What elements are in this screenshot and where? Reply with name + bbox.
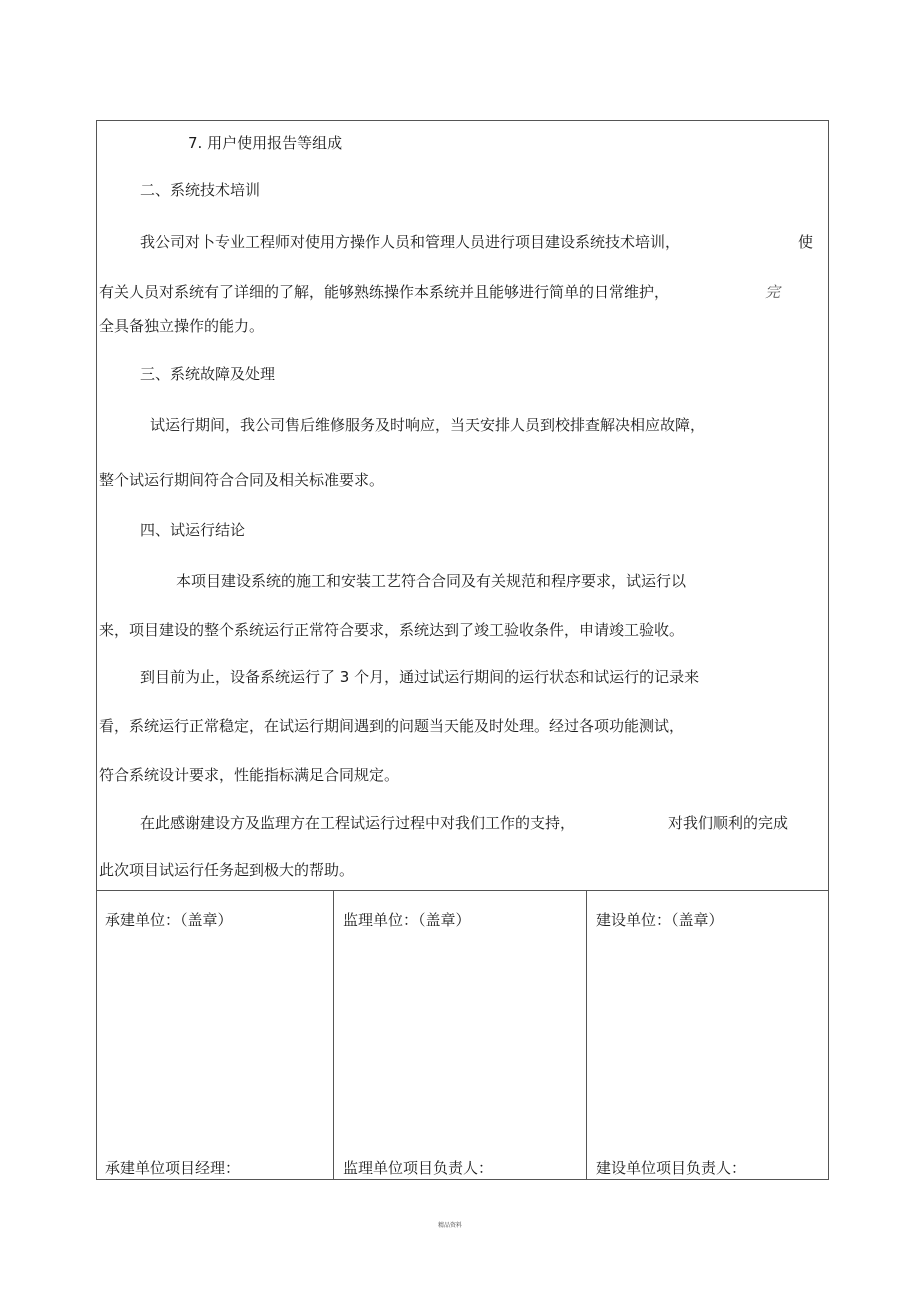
- supervisor-unit-seal-label: 监理单位：（盖章）: [343, 911, 471, 929]
- owner-project-lead-label: 建设单位项目负责人：: [596, 1159, 747, 1177]
- section-3-heading: 三、系统故障及处理: [140, 365, 276, 383]
- section-4-paragraph-2-line-1: 到目前为止，设备系统运行了 3 个月，通过试运行期间的运行状态和试运行的记录来: [140, 668, 700, 686]
- signature-column-divider-2: [586, 890, 587, 1180]
- section-2-heading: 二、系统技术培训: [140, 181, 261, 199]
- contractor-project-manager-label: 承建单位项目经理：: [105, 1159, 241, 1177]
- section-4-paragraph-3-line-1-tail: 对我们顺利的完成: [668, 814, 789, 832]
- section-2-paragraph-line-1-tail: 使: [798, 233, 814, 251]
- signature-row-divider: [96, 890, 829, 891]
- section-3-paragraph-line-1: 试运行期间，我公司售后维修服务及时响应，当天安排人员到校排查解决相应故障，: [150, 416, 706, 434]
- supervisor-project-lead-label: 监理单位项目负责人：: [343, 1159, 494, 1177]
- contractor-unit-seal-label: 承建单位：（盖章）: [105, 911, 233, 929]
- report-table-border: [96, 120, 829, 1180]
- item-7-text: 7. 用户使用报告等组成: [188, 134, 343, 152]
- section-2-paragraph-line-2-tail: 完: [765, 283, 781, 301]
- page-footer-text: 精品资料: [438, 1222, 463, 1229]
- section-4-paragraph-3-line-2: 此次项目试运行任务起到极大的帮助。: [99, 861, 355, 879]
- section-4-paragraph-1-line-2: 来，项目建设的整个系统运行正常符合要求，系统达到了竣工验收条件，申请竣工验收。: [99, 621, 685, 639]
- section-4-heading: 四、试运行结论: [140, 521, 246, 539]
- section-4-paragraph-2-line-3: 符合系统设计要求，性能指标满足合同规定。: [99, 766, 400, 784]
- section-3-paragraph-line-2: 整个试运行期间符合合同及相关标准要求。: [99, 471, 385, 489]
- section-2-paragraph-line-2: 有关人员对系统有了详细的了解，能够熟练操作本系统并且能够进行简单的日常维护，: [99, 283, 670, 301]
- signature-column-divider-1: [333, 890, 334, 1180]
- owner-unit-seal-label: 建设单位：（盖章）: [596, 911, 724, 929]
- section-4-paragraph-3-line-1: 在此感谢建设方及监理方在工程试运行过程中对我们工作的支持，: [140, 814, 576, 832]
- section-2-paragraph-line-1: 我公司对卜专业工程师对使用方操作人员和管理人员进行项目建设系统技术培训，: [140, 233, 681, 251]
- section-4-paragraph-1-line-1: 本项目建设系统的施工和安装工艺符合合同及有关规范和程序要求，试运行以: [176, 572, 687, 590]
- section-2-paragraph-line-3: 全具备独立操作的能力。: [99, 317, 265, 335]
- section-4-paragraph-2-line-2: 看，系统运行正常稳定，在试运行期间遇到的问题当天能及时处理。经过各项功能测试，: [99, 717, 685, 735]
